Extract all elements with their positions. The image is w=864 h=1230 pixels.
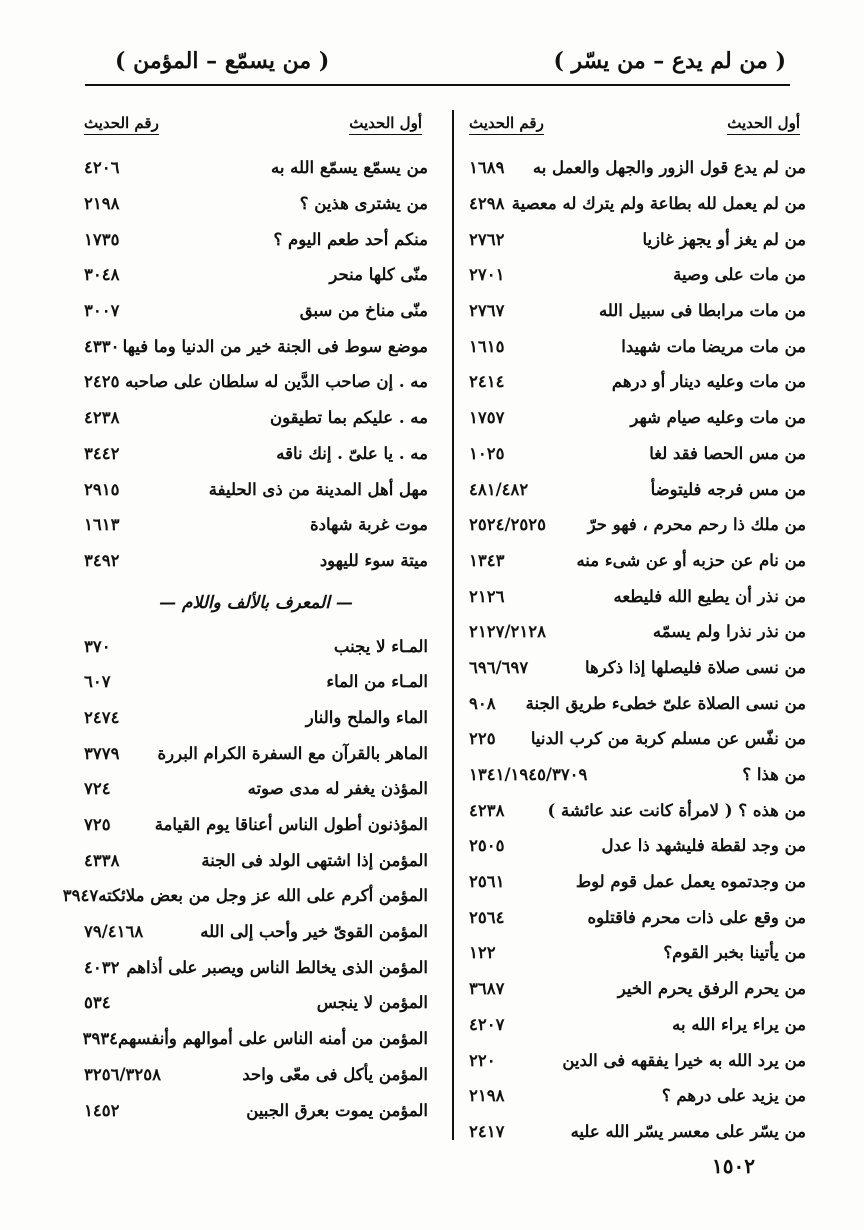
right-column xyxy=(465,108,810,1149)
index-entry xyxy=(465,935,810,971)
hadith-text: من لم يغز أو يجهز غازيا xyxy=(642,229,806,249)
hadith-text: من وقع على ذات محرم فاقتلوه xyxy=(587,907,806,927)
hadith-number: ٦٩٦/٦٩٧ xyxy=(469,657,529,677)
hadith-number: ١٦٨٩ xyxy=(469,158,505,178)
index-entry xyxy=(80,543,432,579)
hadith-number: ٣٦٨٧ xyxy=(469,979,505,999)
hadith-number: ٢٤٧٤ xyxy=(84,707,120,727)
index-entry xyxy=(80,257,432,293)
hadith-text: من يأتينا بخبر القوم؟ xyxy=(663,943,806,963)
hadith-number: ١٤٥٢ xyxy=(84,1100,120,1120)
hadith-text: من هذه ؟ ( لامرأة كانت عند عائشة ) xyxy=(547,800,806,820)
hadith-number: ٧٢٥ xyxy=(84,815,111,835)
hadith-text: المؤذن يغفر له مدى صوته xyxy=(247,779,428,799)
hadith-number: ٧٩/٤١٦٨ xyxy=(84,922,144,942)
hadith-number: ١٣٤١/١٩٤٥/٣٧٠٩ xyxy=(469,765,588,785)
hadith-text: من يشترى هذين ؟ xyxy=(299,194,428,214)
index-entry xyxy=(62,878,432,914)
hadith-text: المؤمن لا ينجس xyxy=(316,993,428,1013)
index-entry xyxy=(465,1114,810,1150)
hadith-text: من نذر نذرا ولم يسمّه xyxy=(652,622,806,642)
hadith-text: منكم أحد طعم اليوم ؟ xyxy=(273,229,428,249)
hadith-text: الماء والملح والنار xyxy=(305,707,428,727)
hadith-number: ٥٣٤ xyxy=(84,993,111,1013)
hadith-text: المؤمن يموت بعرق الجبين xyxy=(246,1100,428,1120)
index-entry xyxy=(465,328,810,364)
index-entry xyxy=(80,221,432,257)
hadith-number: ٢٤١٧ xyxy=(469,1121,505,1141)
index-entry xyxy=(465,971,810,1007)
hadith-text: من مات مريضا مات شهيدا xyxy=(621,336,806,356)
index-entry xyxy=(80,842,432,878)
index-entry xyxy=(465,864,810,900)
hadith-number: ٣٤٩٢ xyxy=(84,550,120,570)
hadith-text: من نذر أن يطيع الله فليطعه xyxy=(613,586,806,606)
left-column xyxy=(62,108,432,1128)
hadith-number: ٢٤٢٥ xyxy=(84,372,120,392)
hadith-number: ٣٩٣٤ xyxy=(82,1029,119,1049)
hadith-number: ٢٥٢٤/٢٥٢٥ xyxy=(469,515,546,535)
index-entry xyxy=(80,1021,432,1057)
index-entry xyxy=(465,186,810,222)
left-column-header xyxy=(80,108,432,150)
hadith-text: منّى كلها منحر xyxy=(329,265,428,285)
index-entry xyxy=(465,257,810,293)
hadith-number: ٢٩١٥ xyxy=(84,479,120,499)
hadith-number: ٢٥٦١ xyxy=(469,872,505,892)
index-entry xyxy=(465,614,810,650)
hadith-text: من يحرم الرفق يحرم الخير xyxy=(617,979,806,999)
index-entry xyxy=(465,650,810,686)
index-entry xyxy=(80,293,432,329)
page-number: ١٥٠٢ xyxy=(712,1154,755,1178)
hadith-number: ٢٥٦٤ xyxy=(469,907,505,927)
hadith-text: من مات وعليه دينار أو درهم xyxy=(611,372,806,392)
index-entry xyxy=(465,757,810,793)
index-entry xyxy=(80,914,432,950)
hadith-number: ٤٨١/٤٨٢ xyxy=(469,479,529,499)
hadith-number: ١٠٢٥ xyxy=(469,443,505,463)
hadith-text: مه . يا علىّ . إنك ناقه xyxy=(276,443,428,463)
hadith-text: من نفّس عن مسلم كربة من كرب الدنيا xyxy=(530,729,806,749)
hadith-start-heading: أول الحديث xyxy=(727,114,800,135)
index-entry xyxy=(465,899,810,935)
hadith-text: من مس فرجه فليتوضأ xyxy=(650,479,806,499)
hadith-text: الماهر بالقرآن مع السفرة الكرام البررة xyxy=(157,743,428,763)
section-title: — المعرف بالألف واللام — xyxy=(159,593,353,614)
hadith-number: ٤٢٠٧ xyxy=(469,1014,505,1034)
hadith-text: من مات مرابطا فى سبيل الله xyxy=(598,301,806,321)
hadith-number: ١٢٢ xyxy=(469,943,496,963)
hadith-text: مهل أهل المدينة من ذى الحليفة xyxy=(208,479,428,499)
index-entry xyxy=(80,364,432,400)
index-entry xyxy=(80,1092,432,1128)
hadith-number: ٣٢٥٦/٣٢٥٨ xyxy=(84,1064,161,1084)
right-column-header xyxy=(465,108,810,150)
index-entry xyxy=(80,186,432,222)
hadith-text: موضع سوط فى الجنة خير من الدنيا وما فيها xyxy=(122,336,428,356)
index-entry xyxy=(465,400,810,436)
header-right-range: ( من لم يدع – من يسّر ) xyxy=(553,48,786,74)
hadith-text: من وجد لقطة فليشهد ذا عدل xyxy=(601,836,806,856)
index-entry xyxy=(80,985,432,1021)
hadith-number: ٢١٩٨ xyxy=(469,1086,505,1106)
index-entry xyxy=(465,685,810,721)
hadith-text: من نسى الصلاة علىّ خطىء طريق الجنة xyxy=(525,693,806,713)
hadith-text: موت غربة شهادة xyxy=(309,515,428,535)
index-entry xyxy=(465,364,810,400)
right-entries xyxy=(465,150,810,1149)
index-entry xyxy=(80,400,432,436)
hadith-number: ٤٢٠٦ xyxy=(84,158,120,178)
hadith-number: ٣٧٧٩ xyxy=(84,743,120,763)
index-entry xyxy=(80,628,432,664)
hadith-text: من نسى صلاة فليصلها إذا ذكرها xyxy=(585,657,806,677)
hadith-number: ٢١٢٦ xyxy=(469,586,505,606)
index-entry xyxy=(465,150,810,186)
index-entry xyxy=(80,700,432,736)
hadith-text: من لم يدع قول الزور والجهل والعمل به xyxy=(532,158,806,178)
hadith-text: منّى مناخ من سبق xyxy=(299,301,428,321)
index-entry xyxy=(80,735,432,771)
hadith-number: ٣٤٤٢ xyxy=(84,443,120,463)
hadith-number: ١٦١٥ xyxy=(469,336,505,356)
hadith-number: ٣٩٤٧ xyxy=(62,886,99,906)
index-entry xyxy=(465,1007,810,1043)
hadith-number: ٤٢٩٨ xyxy=(469,194,505,214)
index-entry xyxy=(465,1042,810,1078)
hadith-number: ٧٢٤ xyxy=(84,779,111,799)
index-entry xyxy=(465,436,810,472)
index-entry xyxy=(80,664,432,700)
page-header xyxy=(85,44,790,86)
hadith-number: ٢٧٠١ xyxy=(469,265,505,285)
hadith-number: ٤٣٣٠ xyxy=(84,336,120,356)
hadith-text: مه . عليكم بما تطيقون xyxy=(269,408,428,428)
hadith-number: ٢٧٦٧ xyxy=(469,301,505,321)
index-entry xyxy=(80,507,432,543)
hadith-number: ٣٠٤٨ xyxy=(84,265,120,285)
hadith-text: من وجدتموه يعمل عمل قوم لوط xyxy=(575,872,806,892)
left-entries-top xyxy=(80,150,432,578)
index-entry xyxy=(80,1057,432,1093)
hadith-text: مه . إن صاحب الدَّين له سلطان على صاحبه xyxy=(125,372,428,392)
hadith-number: ٤٠٣٢ xyxy=(84,957,120,977)
hadith-number: ٤٢٣٨ xyxy=(84,408,120,428)
hadith-number-heading: رقم الحديث xyxy=(469,114,544,135)
hadith-text: المؤمن يأكل فى معّى واحد xyxy=(242,1064,428,1084)
hadith-text: المـاء من الماء xyxy=(326,672,428,692)
hadith-number: ١٣٤٣ xyxy=(469,550,505,570)
column-divider xyxy=(452,110,454,1140)
index-entry xyxy=(465,507,810,543)
hadith-number: ٢٤١٤ xyxy=(469,372,505,392)
hadith-number: ٤٣٣٨ xyxy=(84,850,120,870)
hadith-text: من لم يعمل لله بطاعة ولم يترك له معصية xyxy=(511,194,806,214)
index-entry xyxy=(465,578,810,614)
index-entry xyxy=(465,471,810,507)
index-entry xyxy=(465,828,810,864)
hadith-text: من مات على وصية xyxy=(673,265,806,285)
index-entry xyxy=(465,293,810,329)
hadith-text: من نام عن حزبه أو عن شىء منه xyxy=(576,550,806,570)
index-entry xyxy=(80,150,432,186)
hadith-number: ٢٧٦٢ xyxy=(469,229,505,249)
left-entries-bottom xyxy=(62,628,432,1128)
hadith-number: ٢٢٥ xyxy=(469,729,496,749)
hadith-number: ١٦١٣ xyxy=(84,515,120,535)
hadith-text: من يسّر على معسر يسّر الله عليه xyxy=(570,1121,806,1141)
hadith-number: ١٧٥٧ xyxy=(469,408,505,428)
hadith-text: من هذا ؟ xyxy=(742,765,806,785)
hadith-number: ٣٠٠٧ xyxy=(84,301,120,321)
hadith-text: من يسمّع يسمّع الله به xyxy=(271,158,428,178)
hadith-number: ١٧٣٥ xyxy=(84,229,120,249)
hadith-text: المؤمن من أمنه الناس على أموالهم وأنفسهم xyxy=(118,1029,428,1049)
hadith-text: المؤمن القوىّ خير وأحب إلى الله xyxy=(200,922,428,942)
hadith-text: ميتة سوء لليهود xyxy=(319,550,428,570)
index-entry xyxy=(465,221,810,257)
index-entry xyxy=(465,1078,810,1114)
hadith-number: ٩٠٨ xyxy=(469,693,496,713)
hadith-number: ٣٧٠ xyxy=(84,636,111,656)
index-entry xyxy=(465,721,810,757)
hadith-text: المـاء لا يجنب xyxy=(333,636,428,656)
hadith-number: ٢٢٠ xyxy=(469,1050,496,1070)
hadith-start-heading: أول الحديث xyxy=(349,114,422,135)
hadith-text: من يرد الله به خيرا يفقهه فى الدين xyxy=(562,1050,806,1070)
hadith-text: من مس الحصا فقد لغا xyxy=(649,443,806,463)
index-entry xyxy=(465,543,810,579)
hadith-text: من ملك ذا رحم محرم ، فهو حرّ xyxy=(587,515,806,535)
hadith-number: ٢٥٠٥ xyxy=(469,836,505,856)
hadith-number: ٢١٢٧/٢١٢٨ xyxy=(469,622,546,642)
hadith-number: ٤٢٣٨ xyxy=(469,800,505,820)
hadith-text: المؤمن الذى يخالط الناس ويصبر على أذاهم xyxy=(126,957,428,977)
header-left-range: ( من يسمّع – المؤمن ) xyxy=(115,48,330,74)
hadith-text: المؤذنون أطول الناس أعناقا يوم القيامة xyxy=(154,815,428,835)
hadith-text: المؤمن إذا اشتهى الولد فى الجنة xyxy=(201,850,428,870)
hadith-number: ٦٠٧ xyxy=(84,672,111,692)
index-entry xyxy=(80,436,432,472)
index-entry xyxy=(80,771,432,807)
index-entry xyxy=(80,328,432,364)
index-entry xyxy=(80,949,432,985)
hadith-text: من يزيد على درهم ؟ xyxy=(661,1086,806,1106)
hadith-number: ٢١٩٨ xyxy=(84,194,120,214)
hadith-text: من يراء يراء الله به xyxy=(672,1014,806,1034)
hadith-text: المؤمن أكرم على الله عز وجل من بعض ملائكته xyxy=(98,886,428,906)
index-entry xyxy=(465,792,810,828)
hadith-text: من مات وعليه صيام شهر xyxy=(630,408,806,428)
index-entry xyxy=(80,471,432,507)
index-entry xyxy=(80,807,432,843)
hadith-number-heading: رقم الحديث xyxy=(84,114,159,135)
